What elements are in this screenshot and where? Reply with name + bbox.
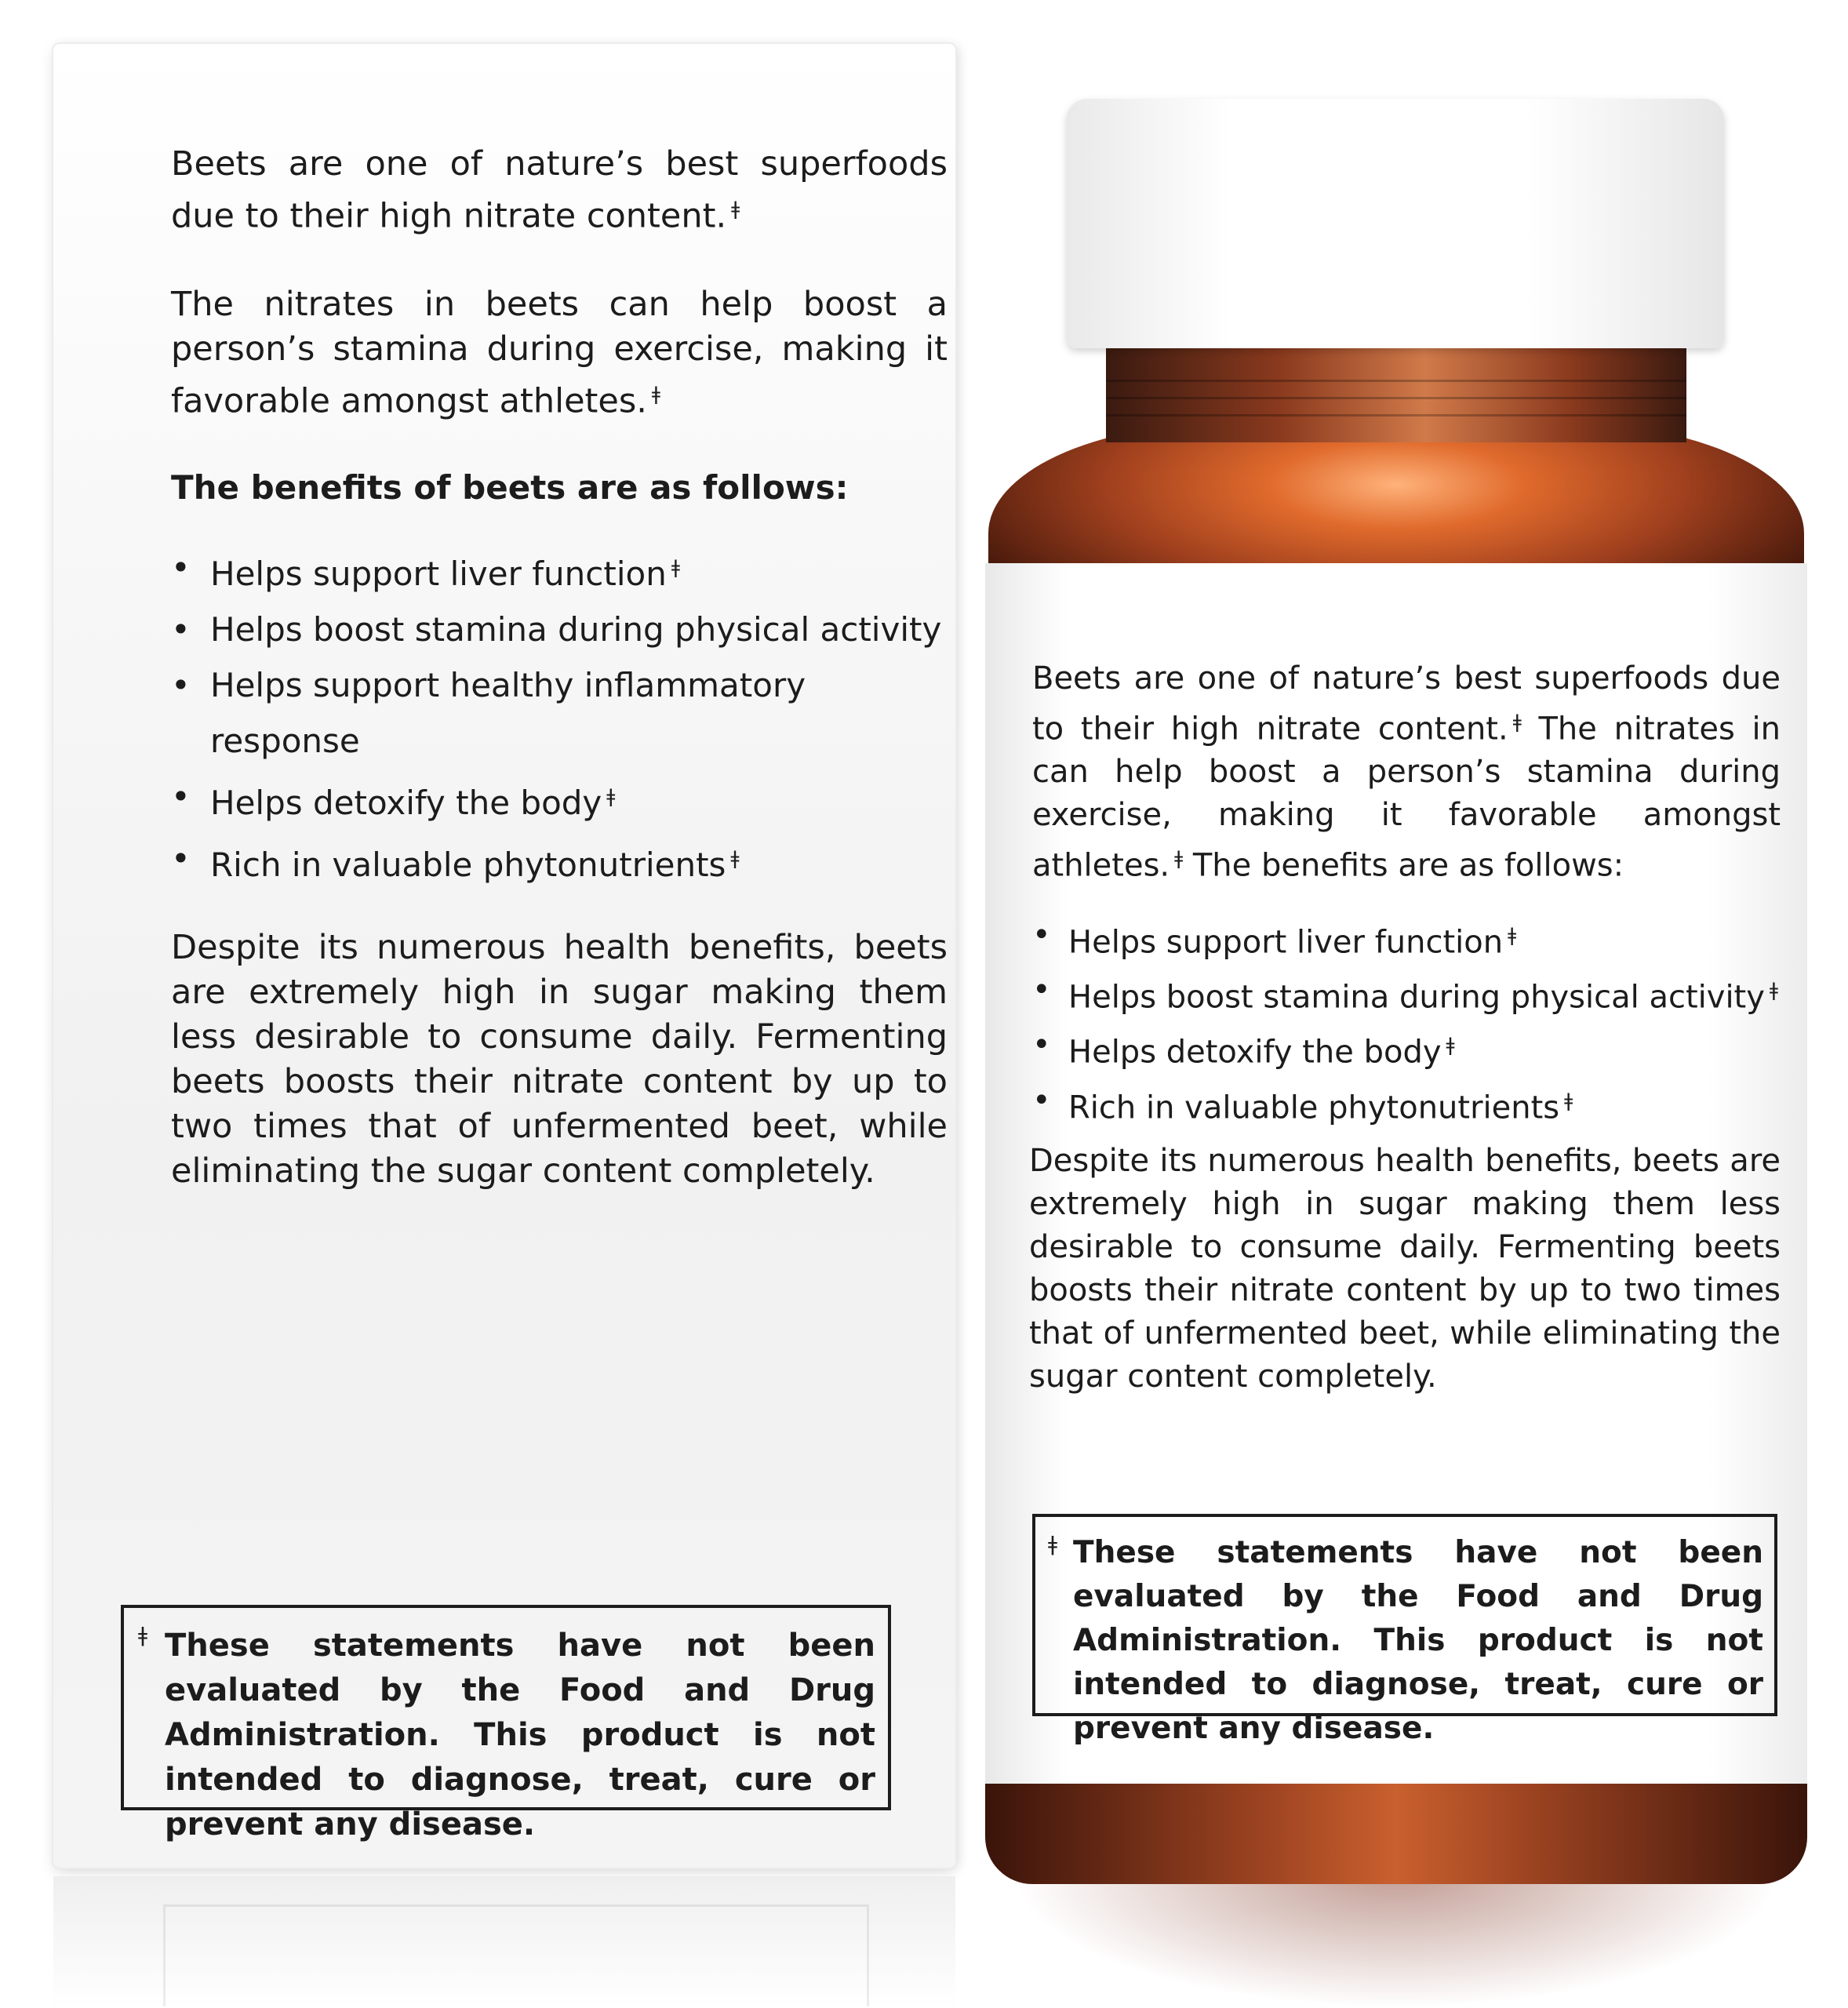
bottle-cap: [1067, 99, 1724, 348]
product-box: [53, 44, 955, 1868]
list-item: • Helps support liver function $^ǂ$: [171, 540, 948, 602]
list-item: • Helps detoxify the body $^ǂ$: [171, 769, 948, 831]
bottle-reflection: [1012, 1875, 1781, 2008]
bottle-neck: [1106, 348, 1686, 442]
bullet-icon: •: [171, 547, 191, 587]
bullet-icon: •: [171, 777, 191, 816]
label-outro: Despite its numerous health benefits, beets are extremely high in sugar making them less desirable to consume daily. Fermenting beets boosts their nitrate content by up to two times that of unfermented beet, while eliminating the sugar content completely.: [1029, 1142, 1781, 1395]
box-benefits-heading: The benefits of beets are as follows:: [171, 467, 849, 507]
label-benefits-list: [1032, 911, 1781, 1132]
dagger-mark: ǂ: [1048, 1533, 1057, 1556]
list-item: • Helps boost stamina during physical activity $^ǂ$: [1032, 966, 1781, 1021]
box-text: [171, 142, 948, 1194]
dagger-mark: ǂ: [1769, 978, 1778, 1001]
dagger-mark: ǂ: [1174, 847, 1184, 870]
bullet-icon: •: [171, 838, 191, 878]
list-item: • Helps detoxify the body $^ǂ$: [1032, 1021, 1781, 1076]
box-disclaimer: [121, 1605, 891, 1842]
dagger-mark: ǂ: [1564, 1089, 1573, 1111]
supplement-bottle: [980, 0, 1848, 2008]
label-intro: Beets are one of nature’s best superfoods due to their high nitrate content. $^ǂ$ The nitrates in can help boost a person’s stamina during exercise, making it favorable amongst athletes. $^ǂ$ The benefits are as follows:: [1032, 660, 1781, 884]
dagger-mark: ǂ: [671, 555, 680, 578]
dagger-mark: ǂ: [651, 383, 660, 406]
bullet-icon: •: [1032, 1027, 1051, 1064]
bullet-icon: •: [1032, 916, 1051, 953]
bullet-icon: •: [171, 609, 191, 649]
bullet-icon: •: [1032, 971, 1051, 1008]
dagger-mark: ǂ: [1446, 1034, 1455, 1057]
dagger-mark: ǂ: [606, 784, 616, 807]
bottle-label: [985, 563, 1807, 1784]
list-item: • Helps support liver function $^ǂ$: [1032, 911, 1781, 966]
bottle-base: [985, 1782, 1807, 1884]
list-item: • Helps boost stamina during physical activity: [171, 602, 948, 657]
box-outro: Despite its numerous health benefits, beets are extremely high in sugar making them less desirable to consume daily. Fermenting beets boosts their nitrate content by up to two times that of unfermented beet, while eliminating the sugar content completely.: [171, 927, 948, 1191]
box-reflection: [53, 1876, 955, 2008]
box-intro-1: Beets are one of nature’s best superfoods due to their high nitrate content. $^ǂ$: [171, 144, 948, 236]
label-disclaimer-text: These statements have not been evaluated by the Food and Drug Administration. This product is not intended to diagnose, treat, cure or prevent any disease.: [1073, 1535, 1763, 1746]
list-item: • Helps support healthy inflammatory response: [171, 657, 948, 769]
list-item: • Rich in valuable phytonutrients $^ǂ$: [171, 831, 948, 893]
dagger-mark: ǂ: [731, 198, 740, 220]
list-item: • Rich in valuable phytonutrients $^ǂ$: [1032, 1077, 1781, 1132]
dagger-mark: ǂ: [138, 1624, 147, 1647]
dagger-mark: ǂ: [1508, 923, 1517, 946]
box-benefits-list: [171, 540, 948, 893]
box-intro-2: The nitrates in beets can help boost a person’s stamina during exercise, making it favorable amongst athletes. $^ǂ$: [171, 285, 948, 421]
dagger-mark: ǂ: [730, 846, 740, 869]
dagger-mark: ǂ: [1512, 711, 1522, 733]
bullet-icon: •: [1032, 1082, 1051, 1119]
label-disclaimer: [1032, 1514, 1777, 1746]
box-disclaimer-text: These statements have not been evaluated by the Food and Drug Administration. This product is not intended to diagnose, treat, cure or prevent any disease.: [165, 1628, 875, 1842]
bullet-icon: •: [171, 665, 191, 704]
label-text: [1029, 657, 1781, 1399]
